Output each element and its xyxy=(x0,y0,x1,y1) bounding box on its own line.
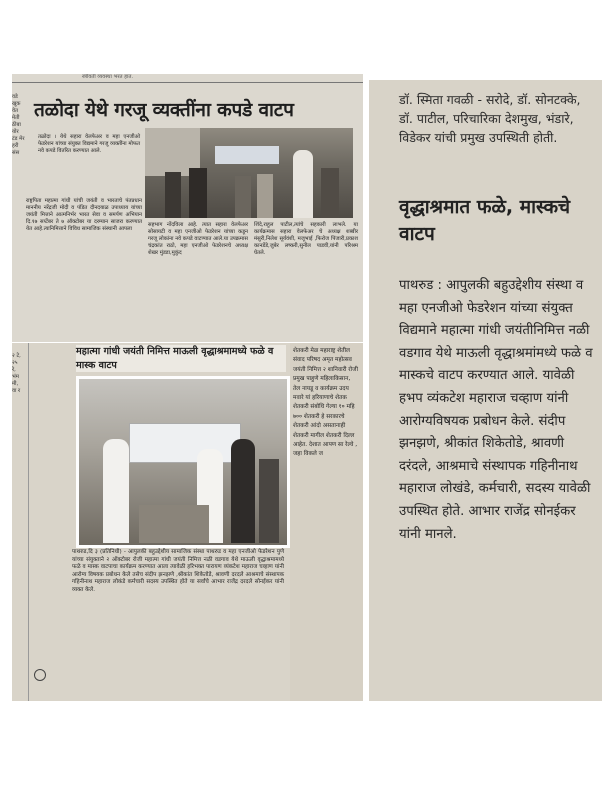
headline-vrudhashram: वृद्धाश्रमात फळे, मास्कचे वाटप xyxy=(399,196,571,245)
person xyxy=(235,176,251,218)
clipping-mauli-vrudhashram xyxy=(12,343,290,701)
article-col-1: तळोदा । येथे सहारा वेलफेअर व महा एनजीओ फेडरेशन यांच्या संयुक्त विद्यमाने गरजू व्यक्तींना मोफत नवे कपडे वितरित करण्यात आले. xyxy=(38,134,140,154)
headline-mauli: महात्मा गांधी जयंती निमित्त माऊली वृद्धाश्रमामध्ये फळे व मास्क वाटप xyxy=(76,345,286,372)
column-rule xyxy=(28,343,29,701)
table xyxy=(139,505,209,543)
clipping-taloda xyxy=(12,74,363,342)
person xyxy=(231,439,255,543)
person xyxy=(257,174,273,218)
article-col-4: शिंदे,राहुल पाटील,त्यांचे सहकारी लाभले. या कार्यक्रमास सहारा वेलफेअर चे अध्यक्ष शब्बीर मंसुरी,निलेश सूर्यवंशी, मजूभाई ,फिरोज पिंजारी,प्रकाश कानडेंडे,जुबेर लष्करी,सुनील पाडवी,यांनी परिश्रम घेतले. xyxy=(254,222,358,256)
clipping-shetkari xyxy=(290,343,363,701)
banner xyxy=(215,146,279,164)
clipping-top-line: स्त्रीवती व्यवस्था भरत हात. xyxy=(82,74,134,80)
photo-fruit-distribution xyxy=(76,376,290,548)
person xyxy=(165,172,181,218)
top-text: डॉ. स्मिता गवळी - सरोदे, डॉ. सोनटक्के, डॉ. पाटील, परिचारिका देशमुख, भंडारे, विडेकर यांची प्रमुख उपस्थिती होती. xyxy=(399,92,581,145)
article-col-3: सहभाग नोंदविला आहे. त्यात सहारा वेलफेअर सोसायटी व महा एनजीओ फेडरेशन यांच्या कडून गरजू लोकांना नवे कपडे वाटण्यात आले.या उपक्रमास चंद्रकांत राठो, महा एनजीओ फेडरेशनचे अध्यक्ष शेखर मुंडडा,मुकुंद xyxy=(148,222,248,256)
article-body: पाथरुड : आपुलकी बहुउद्देशीय संस्था व महा एनजीओ फेडरेशन यांच्या संयुक्त विद्यमाने महात्मा गांधी जयंतीनिमित्त नळी वडगाव येथे माऊली वृद्धाश्रमांमध्ये फळे व मास्कचे वाटप करण्यात आले. यावेळी हभप व्यंकटेश महाराज चव्हाण यांनी आरोग्यविषयक प्रबोधन केले. संदीप झनझणे, श्रीकांत शिकेतोडे, श्रावणी दरंदले, आश्रमाचे संस्थापक गहिनीनाथ महाराज लोखंडे, कर्मचारी, सदस्य यावेळी उपस्थित होते. आभार राजेंद्र सोनईकर यांनी मानले. xyxy=(399,278,593,542)
side-text: वडे खूक वेत मेती ठीबा योर टंड मेर हरी संस xyxy=(12,94,25,156)
person xyxy=(189,168,207,218)
person xyxy=(293,150,313,218)
person xyxy=(321,168,339,218)
rule xyxy=(12,82,363,83)
headline-taloda: तळोदा येथे गरजू व्यक्तींना कपडे वाटप xyxy=(34,99,294,121)
side-text: २ टे, २५ रे, भंम मी, वा र xyxy=(12,353,21,394)
article-narrow-col: शेतकरी मेळ महाराष्ट्र शेतील संवाद परिषद अमृत महोत्सव जयंती निमित्त २ शानिवारी रोजी प्रमुख पाहुणे महिलाकिसान, तेल नायडू व कार्यक्रम उदय मवारे यां हरियाणाचे शेतक शेतकरी संबोधि गेल्या १० महि ७०० शेतकरी हे सरकारचे शेतकरी आंदो असतानाही शेतकरी मागील शेतकरी दिल्ल आहेत. देशात आपण सा रेल्वे , जहा विकले ज xyxy=(293,348,358,458)
clipping-vrudhashram-mask xyxy=(369,80,602,701)
photo-clothes-distribution xyxy=(145,128,353,218)
person xyxy=(103,439,129,543)
article-col-2: राष्ट्रपिता महात्मा गांधी यांची जयंती व भारताचे पंतप्रधान माननीय नरेंद्रजी मोदी व पंडित दीनदयाळ उपाध्याय यांच्या जयंती मित्ताने आत्मनिर्भर भारत सेवा व समर्पण अभियान दि.१७ सप्टेंबर ते ७ ऑक्टोबर या दरम्यान साजरा करण्यात येत आहे.त्यानिमित्ताने विविध सामाजिक संस्थानी आपला xyxy=(26,198,142,232)
person xyxy=(259,459,279,543)
article-caption: पाथरुड,दि ३ (प्रतिनिधी) - आपुलकी बहुउद्देशीय सामाजिक संस्था पाथरुड व महा एनजीओ फेडरेशन पुणे यांच्या संयुक्ताने २ ऑक्टोबर रोजी महात्मा गांधी जयंती निमित्त नळी वडगाव येथे माऊली वृद्धाश्रमामध्ये फळे व मास्क वाटपाचा कार्यक्रम करण्यात आला त्यावेळी हरिभक्त पारायण व्यंकटेश महाराज चव्हाण यांनी आरोग्य विषयक प्रबोधन केले तसेच संदीप झनझणे ,श्रीकांत शिकेतोडे, श्रावणी दरदले आश्रमाचे संस्थापक गहिनीनाथ महाराज लोकंडे कर्मचारी सदस्य उपस्थित होते या सर्वांचे आभार राजेंद्र दरदले सोनईकर यांनी व्यक्त केले. xyxy=(72,549,284,593)
banner xyxy=(129,423,241,463)
registration-mark xyxy=(34,669,46,681)
